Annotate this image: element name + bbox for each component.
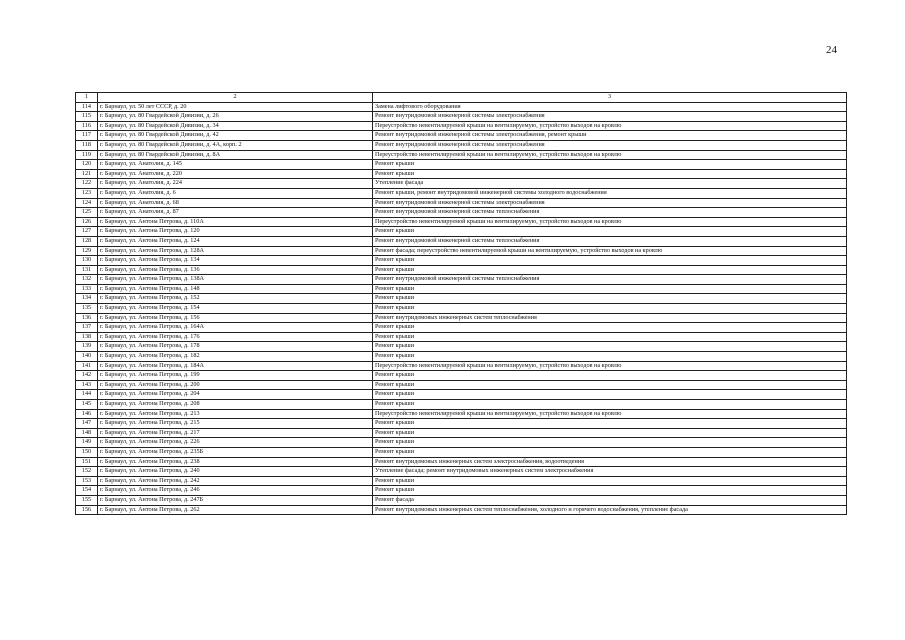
row-number: 148 xyxy=(76,428,98,438)
row-number: 129 xyxy=(76,246,98,256)
address-cell: г. Барнаул, ул. Анатолия, д. 6 xyxy=(98,188,373,198)
table-row xyxy=(76,390,847,400)
work-type-cell: Замена лифтового оборудования xyxy=(373,102,847,112)
table-body xyxy=(76,102,847,515)
address-cell: г. Барнаул, ул. Антона Петрова, д. 154 xyxy=(98,304,373,314)
row-number: 153 xyxy=(76,476,98,486)
address-cell: г. Барнаул, ул. Анатолия, д. 145 xyxy=(98,160,373,170)
work-type-cell: Ремонт внутридомовых инженерных систем теплоснабжения xyxy=(373,313,847,323)
work-type-cell: Переустройство невентилируемой крыши на вентилируемую, устройство выходов на кровлю xyxy=(373,217,847,227)
work-type-cell: Ремонт крыши xyxy=(373,284,847,294)
table-row xyxy=(76,505,847,515)
work-type-cell: Ремонт крыши, ремонт внутридомовой инженерной системы холодного водоснабжения xyxy=(373,188,847,198)
table-row xyxy=(76,198,847,208)
row-number: 134 xyxy=(76,294,98,304)
row-number: 123 xyxy=(76,188,98,198)
row-number: 143 xyxy=(76,380,98,390)
row-number: 155 xyxy=(76,495,98,505)
address-cell: г. Барнаул, ул. Антона Петрова, д. 136 xyxy=(98,265,373,275)
table-row xyxy=(76,160,847,170)
work-type-cell: Переустройство невентилируемой крыши на вентилируемую, устройство выходов на кровлю xyxy=(373,409,847,419)
work-type-cell: Ремонт крыши xyxy=(373,486,847,496)
work-type-cell: Переустройство невентилируемой крыши на вентилируемую, устройство выходов на кровлю xyxy=(373,121,847,131)
work-type-cell: Ремонт внутридомовой инженерной системы теплоснабжения xyxy=(373,275,847,285)
row-number: 115 xyxy=(76,112,98,122)
table-row xyxy=(76,227,847,237)
address-cell: г. Барнаул, ул. Антона Петрова, д. 226 xyxy=(98,438,373,448)
table-row xyxy=(76,131,847,141)
row-number: 125 xyxy=(76,208,98,218)
work-type-cell: Ремонт внутридомовых инженерных систем электроснабжения, водоотведения xyxy=(373,457,847,467)
row-number: 141 xyxy=(76,361,98,371)
address-cell: г. Барнаул, ул. Антона Петрова, д. 152 xyxy=(98,294,373,304)
row-number: 132 xyxy=(76,275,98,285)
table-row xyxy=(76,419,847,429)
row-number: 146 xyxy=(76,409,98,419)
address-cell: г. Барнаул, ул. Анатолия, д. 220 xyxy=(98,169,373,179)
address-cell: г. Барнаул, ул. Антона Петрова, д. 200 xyxy=(98,380,373,390)
work-type-cell: Ремонт крыши xyxy=(373,169,847,179)
work-type-cell: Ремонт внутридомовой инженерной системы электроснабжения xyxy=(373,112,847,122)
table-row xyxy=(76,217,847,227)
row-number: 154 xyxy=(76,486,98,496)
table-row xyxy=(76,313,847,323)
table-row xyxy=(76,447,847,457)
work-type-cell: Ремонт крыши xyxy=(373,400,847,410)
address-cell: г. Барнаул, ул. Антона Петрова, д. 242 xyxy=(98,476,373,486)
address-cell: г. Барнаул, ул. Антона Петрова, д. 134 xyxy=(98,256,373,266)
work-type-cell: Ремонт внутридомовой инженерной системы теплоснабжения xyxy=(373,236,847,246)
address-cell: г. Барнаул, ул. Антона Петрова, д. 120 xyxy=(98,227,373,237)
row-number: 130 xyxy=(76,256,98,266)
address-cell: г. Барнаул, ул. Антона Петрова, д. 156 xyxy=(98,313,373,323)
work-type-cell: Ремонт крыши xyxy=(373,304,847,314)
table-row xyxy=(76,476,847,486)
row-number: 120 xyxy=(76,160,98,170)
address-cell: г. Барнаул, ул. Антона Петрова, д. 184А xyxy=(98,361,373,371)
address-cell: г. Барнаул, ул. Антона Петрова, д. 110А xyxy=(98,217,373,227)
address-cell: г. Барнаул, ул. Антона Петрова, д. 246 xyxy=(98,486,373,496)
row-number: 149 xyxy=(76,438,98,448)
address-cell: г. Барнаул, ул. Антона Петрова, д. 178 xyxy=(98,342,373,352)
row-number: 117 xyxy=(76,131,98,141)
table-row xyxy=(76,428,847,438)
work-type-cell: Ремонт крыши xyxy=(373,265,847,275)
table-row xyxy=(76,256,847,266)
table-row xyxy=(76,236,847,246)
row-number: 145 xyxy=(76,400,98,410)
table-header-row xyxy=(76,93,847,103)
row-number: 124 xyxy=(76,198,98,208)
row-number: 128 xyxy=(76,236,98,246)
work-type-cell: Ремонт внутридомовой инженерной системы электроснабжения xyxy=(373,198,847,208)
row-number: 147 xyxy=(76,419,98,429)
address-cell: г. Барнаул, ул. Антона Петрова, д. 138А xyxy=(98,275,373,285)
table-row xyxy=(76,284,847,294)
address-cell: г. Барнаул, ул. Антона Петрова, д. 235Б xyxy=(98,447,373,457)
table-row xyxy=(76,179,847,189)
table-row xyxy=(76,361,847,371)
address-cell: г. Барнаул, ул. Антона Петрова, д. 176 xyxy=(98,332,373,342)
address-cell: г. Барнаул, ул. 80 Гвардейской Дивизии, д. 8А xyxy=(98,150,373,160)
row-number: 135 xyxy=(76,304,98,314)
row-number: 152 xyxy=(76,467,98,477)
row-number: 140 xyxy=(76,352,98,362)
address-cell: г. Барнаул, ул. Антона Петрова, д. 128А xyxy=(98,246,373,256)
row-number: 139 xyxy=(76,342,98,352)
row-number: 137 xyxy=(76,323,98,333)
address-cell: г. Барнаул, ул. Антона Петрова, д. 204 xyxy=(98,390,373,400)
work-type-cell: Ремонт крыши xyxy=(373,342,847,352)
table-row xyxy=(76,467,847,477)
address-cell: г. Барнаул, ул. Анатолия, д. 224 xyxy=(98,179,373,189)
work-type-cell: Утепление фасада; ремонт внутридомовых инженерных систем электроснабжения xyxy=(373,467,847,477)
repair-table xyxy=(75,92,847,515)
table-row xyxy=(76,294,847,304)
work-type-cell: Ремонт крыши xyxy=(373,438,847,448)
work-type-cell: Переустройство невентилируемой крыши на вентилируемую, устройство выходов на кровлю xyxy=(373,150,847,160)
table-row xyxy=(76,188,847,198)
table-row xyxy=(76,342,847,352)
table-row xyxy=(76,380,847,390)
table-row xyxy=(76,371,847,381)
table-row xyxy=(76,457,847,467)
address-cell: г. Барнаул, ул. 80 Гвардейской Дивизии, д. 26 xyxy=(98,112,373,122)
work-type-cell: Ремонт крыши xyxy=(373,419,847,429)
address-cell: г. Барнаул, ул. 50 лет СССР, д. 20 xyxy=(98,102,373,112)
table-row xyxy=(76,140,847,150)
address-cell: г. Барнаул, ул. Анатолия, д. 68 xyxy=(98,198,373,208)
column-header: 2 xyxy=(98,93,373,103)
table-row xyxy=(76,323,847,333)
address-cell: г. Барнаул, ул. Антона Петрова, д. 148 xyxy=(98,284,373,294)
row-number: 116 xyxy=(76,121,98,131)
table-row xyxy=(76,246,847,256)
address-cell: г. Барнаул, ул. Антона Петрова, д. 199 xyxy=(98,371,373,381)
work-type-cell: Переустройство невентилируемой крыши на вентилируемую, устройство выходов на кровлю xyxy=(373,361,847,371)
work-type-cell: Ремонт крыши xyxy=(373,332,847,342)
address-cell: г. Барнаул, ул. Антона Петрова, д. 262 xyxy=(98,505,373,515)
address-cell: г. Барнаул, ул. 80 Гвардейской Дивизии, д. 42 xyxy=(98,131,373,141)
address-cell: г. Барнаул, ул. 80 Гвардейской Дивизии, д. 4А, корп. 2 xyxy=(98,140,373,150)
table-row xyxy=(76,121,847,131)
address-cell: г. Барнаул, ул. Анатолия, д. 87 xyxy=(98,208,373,218)
table-row xyxy=(76,102,847,112)
row-number: 119 xyxy=(76,150,98,160)
address-cell: г. Барнаул, ул. Антона Петрова, д. 164А xyxy=(98,323,373,333)
row-number: 150 xyxy=(76,447,98,457)
row-number: 142 xyxy=(76,371,98,381)
row-number: 121 xyxy=(76,169,98,179)
row-number: 133 xyxy=(76,284,98,294)
table-row xyxy=(76,169,847,179)
address-cell: г. Барнаул, ул. Антона Петрова, д. 182 xyxy=(98,352,373,362)
work-type-cell: Ремонт крыши xyxy=(373,380,847,390)
page-number: 24 xyxy=(826,44,837,56)
row-number: 127 xyxy=(76,227,98,237)
row-number: 144 xyxy=(76,390,98,400)
table-row xyxy=(76,352,847,362)
row-number: 122 xyxy=(76,179,98,189)
row-number: 151 xyxy=(76,457,98,467)
row-number: 136 xyxy=(76,313,98,323)
row-number: 138 xyxy=(76,332,98,342)
work-type-cell: Ремонт крыши xyxy=(373,428,847,438)
table-row xyxy=(76,400,847,410)
work-type-cell: Ремонт крыши xyxy=(373,227,847,237)
work-type-cell: Ремонт крыши xyxy=(373,160,847,170)
address-cell: г. Барнаул, ул. Антона Петрова, д. 213 xyxy=(98,409,373,419)
work-type-cell: Ремонт крыши xyxy=(373,476,847,486)
work-type-cell: Ремонт крыши xyxy=(373,390,847,400)
work-type-cell: Ремонт крыши xyxy=(373,323,847,333)
address-cell: г. Барнаул, ул. Антона Петрова, д. 208 xyxy=(98,400,373,410)
row-number: 114 xyxy=(76,102,98,112)
work-type-cell: Утепление фасада xyxy=(373,179,847,189)
table-row xyxy=(76,495,847,505)
table-row xyxy=(76,438,847,448)
row-number: 126 xyxy=(76,217,98,227)
work-type-cell: Ремонт крыши xyxy=(373,294,847,304)
work-type-cell: Ремонт внутридомовой инженерной системы электроснабжения, ремонт крыши xyxy=(373,131,847,141)
work-type-cell: Ремонт внутридомовой инженерной системы теплоснабжения xyxy=(373,208,847,218)
work-type-cell: Ремонт внутридомовой инженерной системы электроснабжения xyxy=(373,140,847,150)
column-header: 1 xyxy=(76,93,98,103)
table-row xyxy=(76,208,847,218)
table-row xyxy=(76,486,847,496)
work-type-cell: Ремонт крыши xyxy=(373,256,847,266)
work-type-cell: Ремонт крыши xyxy=(373,371,847,381)
address-cell: г. Барнаул, ул. 80 Гвардейской Дивизии, д. 34 xyxy=(98,121,373,131)
table-row xyxy=(76,332,847,342)
address-cell: г. Барнаул, ул. Антона Петрова, д. 217 xyxy=(98,428,373,438)
row-number: 156 xyxy=(76,505,98,515)
work-type-cell: Ремонт фасада xyxy=(373,495,847,505)
work-type-cell: Ремонт крыши xyxy=(373,447,847,457)
column-header: 3 xyxy=(373,93,847,103)
table-row xyxy=(76,275,847,285)
address-cell: г. Барнаул, ул. Антона Петрова, д. 124 xyxy=(98,236,373,246)
row-number: 131 xyxy=(76,265,98,275)
table-row xyxy=(76,304,847,314)
address-cell: г. Барнаул, ул. Антона Петрова, д. 215 xyxy=(98,419,373,429)
address-cell: г. Барнаул, ул. Антона Петрова, д. 247Б xyxy=(98,495,373,505)
address-cell: г. Барнаул, ул. Антона Петрова, д. 240 xyxy=(98,467,373,477)
table-row xyxy=(76,265,847,275)
address-cell: г. Барнаул, ул. Антона Петрова, д. 238 xyxy=(98,457,373,467)
work-type-cell: Ремонт внутридомовых инженерных систем теплоснабжения, холодного и горячего водоснабжения, утепление фасада xyxy=(373,505,847,515)
work-type-cell: Ремонт крыши xyxy=(373,352,847,362)
table-row xyxy=(76,409,847,419)
table-row xyxy=(76,150,847,160)
work-type-cell: Ремонт фасада; переустройство невентилируемой крыши на вентилируемую, устройство выходов на кровлю xyxy=(373,246,847,256)
table-row xyxy=(76,112,847,122)
row-number: 118 xyxy=(76,140,98,150)
